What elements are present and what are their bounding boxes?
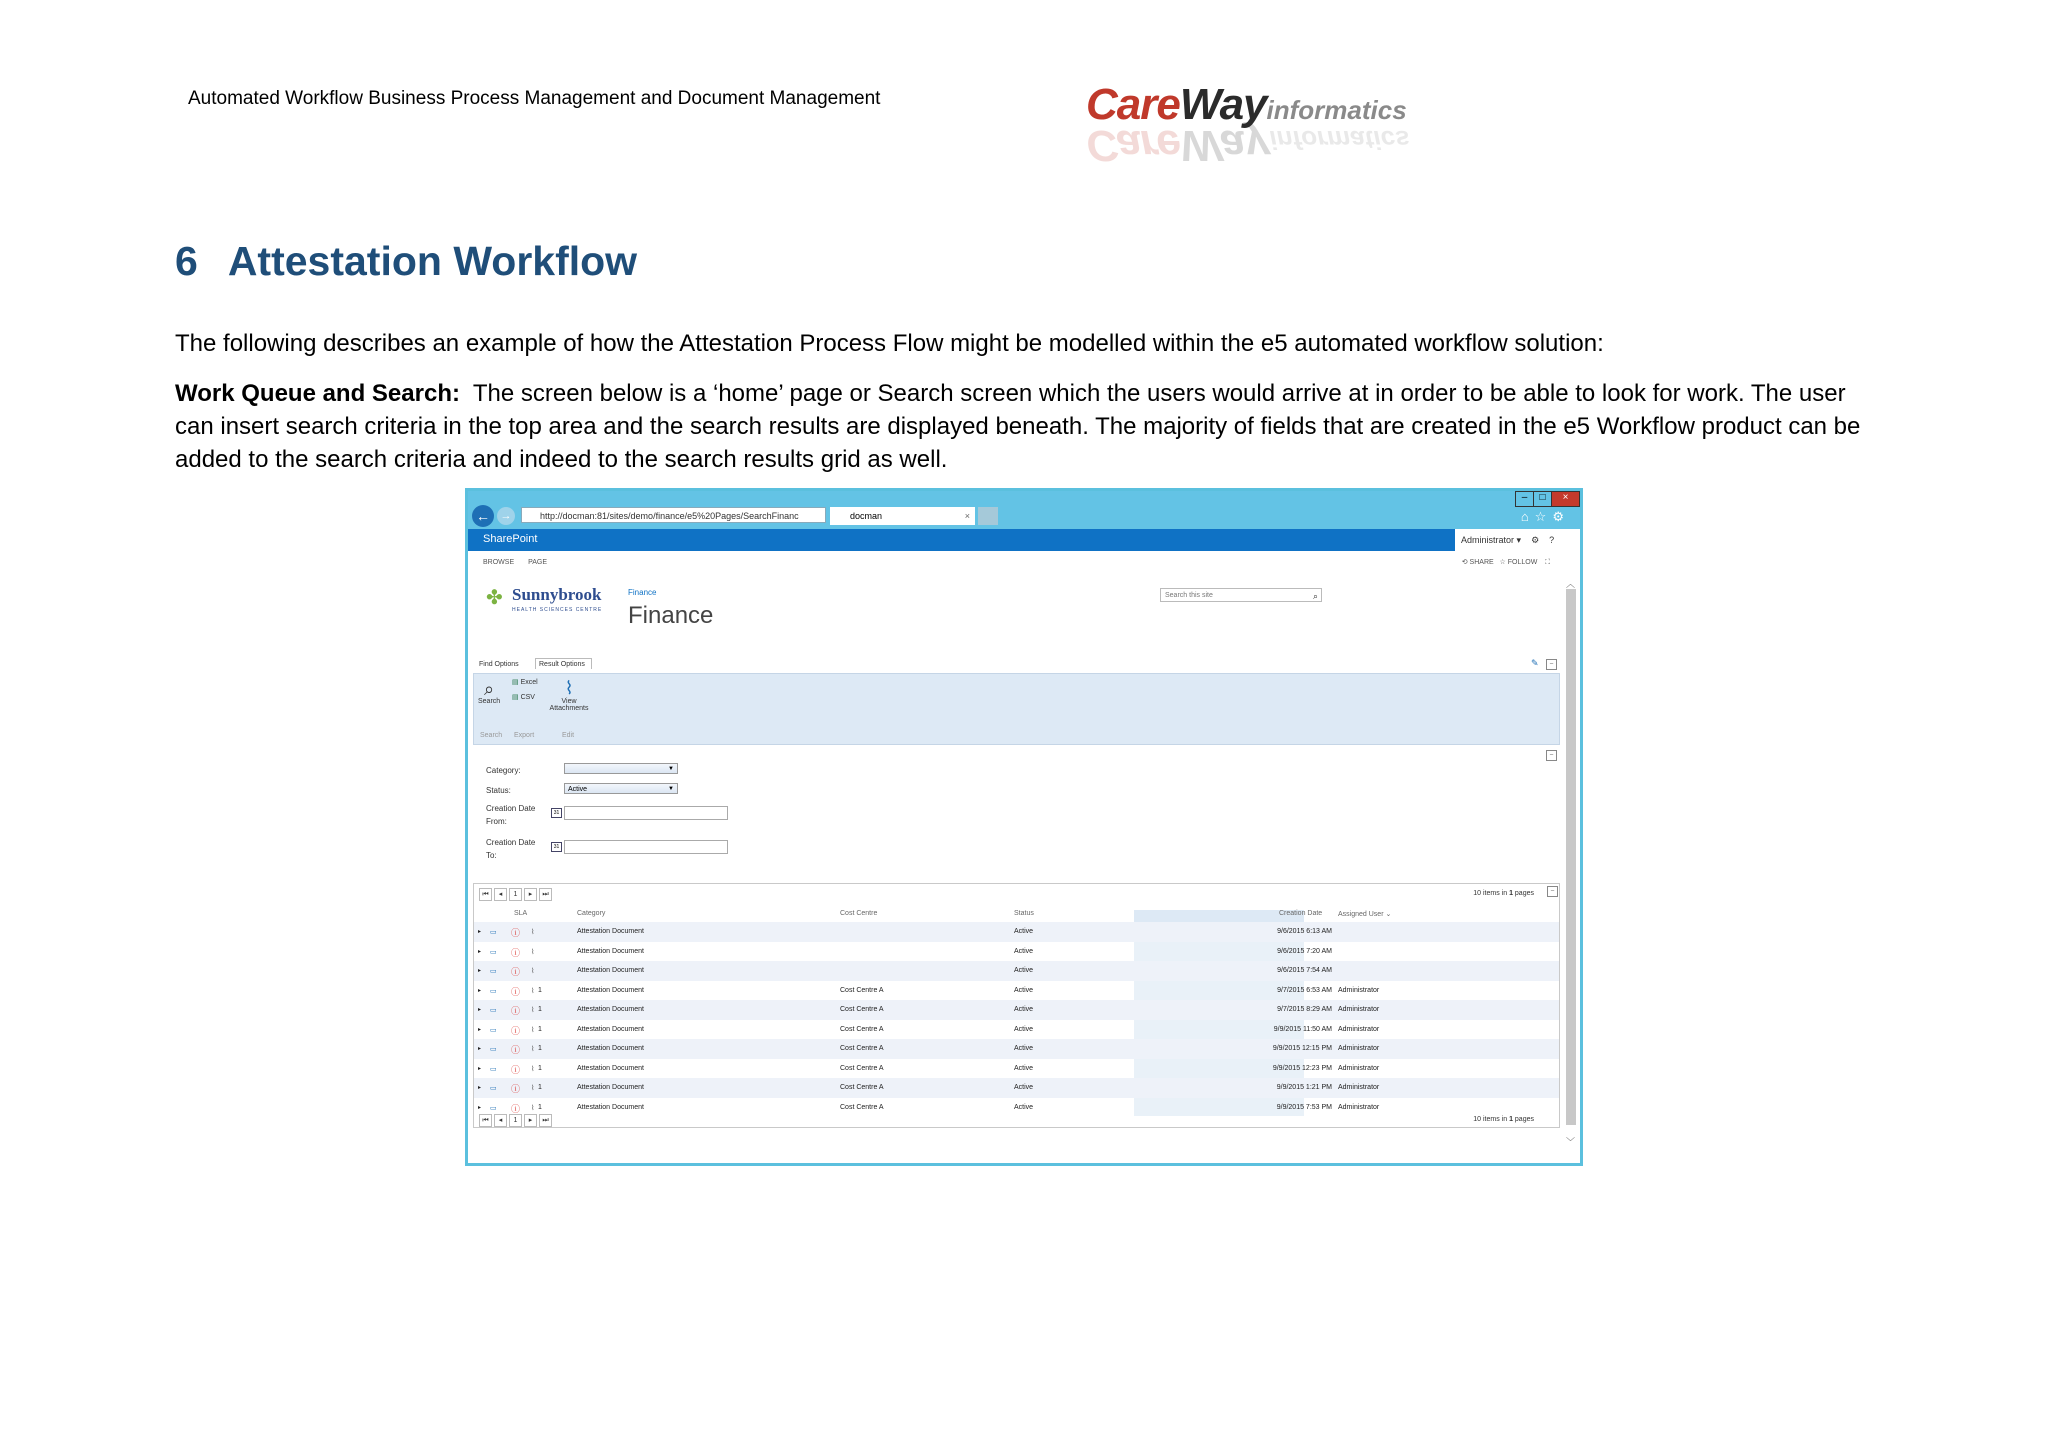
status-cell: Active [1014,1006,1034,1013]
cost-centre-cell: Cost Centre A [840,1084,884,1091]
settings-icon[interactable]: ⚙ [1531,535,1540,545]
calendar-icon[interactable]: 31 [551,842,562,852]
table-row[interactable] [474,1078,1559,1098]
sla-alert-icon: ⓘ [511,1025,521,1036]
creation-date-cell: 9/6/2015 7:54 AM [1277,967,1332,974]
assigned-user-cell: Administrator [1338,1103,1380,1111]
status-cell: Active [1014,1064,1034,1072]
prev-page-icon[interactable]: ◂ [494,1114,507,1127]
expand-row-icon[interactable]: ▸ [478,1007,482,1013]
category-cell: Attestation Document [577,928,644,935]
document-icon[interactable]: ▭ [490,1007,497,1014]
work-queue-paragraph: Work Queue and Search: The screen below is a ‘home’ page or Search screen which the users would arrive at in order to be able to look for work. The user can insert search criteria in the top area and the search results are displayed beneath. The majority of fields that are created in the e5 Workflow product can be added to the search criteria and indeed to the search results grid as well. [175,380,1861,473]
form-collapse-icon[interactable]: – [1546,750,1557,761]
table-row[interactable] [474,942,1559,962]
scrollbar[interactable] [1566,589,1576,1125]
excel-button[interactable]: ▤ Excel [512,679,538,686]
share-button[interactable]: ⟲ SHARE [1461,559,1494,566]
section-heading: 6 Attestation Workflow [175,238,638,284]
creation-date-cell: 9/7/2015 8:29 AM [1277,1006,1332,1013]
close-button[interactable]: × [1551,491,1580,507]
assigned-user-cell: Administrator [1338,1025,1380,1033]
category-select[interactable] [564,763,678,774]
paperclip-icon[interactable]: ⌇ [531,987,535,995]
category-cell: Attestation Document [577,1006,644,1013]
document-icon[interactable]: ▭ [490,1026,497,1034]
new-tab-button[interactable] [978,507,998,525]
paperclip-icon[interactable]: ⌇ [531,929,535,936]
table-row[interactable] [474,1020,1559,1040]
paperclip-icon[interactable]: ⌇ [531,1085,535,1092]
assigned-user-cell: Administrator [1338,1064,1380,1072]
csv-icon: ▤ [512,694,519,701]
careway-logo: CareWayinformatics CareWayinformatics [1086,80,1410,170]
paperclip-icon[interactable]: ⌇ [531,1007,535,1014]
sharepoint-screenshot [465,488,1583,1166]
document-icon[interactable]: ▭ [490,929,497,936]
csv-button[interactable]: ▤ CSV [512,694,535,701]
view-attachments-button[interactable]: ⌇ View Attachments [546,678,592,712]
expand-row-icon[interactable]: ▸ [478,1046,482,1052]
breadcrumb[interactable]: Finance [628,588,657,597]
status-cell: Active [1014,1025,1034,1033]
sla-alert-icon: ⓘ [511,1045,521,1055]
creation-date-cell: 9/9/2015 12:15 PM [1272,1045,1332,1052]
document-icon[interactable]: ▭ [490,1046,497,1053]
table-row[interactable] [474,1039,1559,1059]
document-icon[interactable]: ▭ [490,1104,497,1112]
last-page-icon[interactable]: ⏭ [539,1114,552,1127]
search-button[interactable]: ⌕ Search [478,679,501,705]
col-status[interactable]: Status [1014,910,1034,917]
status-cell: Active [1014,947,1034,955]
group-label-export: Export [514,732,535,739]
cost-centre-cell: Cost Centre A [840,1064,884,1072]
creation-date-cell: 9/6/2015 7:20 AM [1277,947,1332,955]
col-sla[interactable]: SLA [514,910,528,917]
attachment-count: 1 [538,1064,542,1072]
group-label-edit: Edit [562,732,575,739]
scroll-down-icon[interactable]: ﹀ [1566,1137,1576,1147]
document-icon[interactable]: ▭ [490,1065,497,1073]
category-cell: Attestation Document [577,1103,644,1111]
expand-row-icon[interactable]: ▸ [478,1026,482,1033]
status-cell: Active [1014,967,1034,974]
tab-browse[interactable]: BROWSE [483,559,515,566]
chevron-down-icon: ▼ [668,786,674,792]
search-site-input[interactable]: Search this site ⌕ [1160,588,1322,602]
paperclip-icon: ⌇ [564,678,574,698]
sla-alert-icon: ⓘ [511,1006,521,1016]
site-title: Finance [628,602,714,629]
document-icon[interactable]: ▭ [490,987,497,995]
category-cell: Attestation Document [577,1084,644,1091]
sla-alert-icon: ⓘ [511,947,521,958]
browser-chrome [468,491,1580,529]
page-number[interactable]: 1 [509,888,522,901]
document-icon[interactable]: ▭ [490,948,497,956]
status-cell: Active [1014,928,1034,935]
category-cell: Attestation Document [577,1064,644,1072]
creation-date-cell: 9/6/2015 6:13 AM [1277,928,1332,935]
focus-icon[interactable]: ⛶ [1545,559,1550,566]
chevron-down-icon: ▼ [668,766,674,772]
creation-date-cell: 9/7/2015 6:53 AM [1277,986,1332,994]
table-row[interactable] [474,1098,1559,1118]
assigned-user-cell: Administrator [1338,1045,1380,1052]
document-icon[interactable]: ▭ [490,1085,497,1092]
col-category[interactable]: Category [577,910,606,917]
expand-row-icon[interactable]: ▸ [478,948,482,955]
option-tabs [473,658,1560,673]
category-label: Category: [486,766,521,775]
pager-bottom[interactable] [479,1114,554,1127]
table-row[interactable] [474,1059,1559,1079]
back-icon[interactable]: ← [472,505,494,527]
attachment-count: 1 [538,1103,542,1111]
cost-centre-cell: Cost Centre A [840,986,884,994]
scroll-up-icon[interactable]: ︿ [1566,579,1576,589]
user-menu[interactable]: Administrator ▾ [1461,535,1522,545]
creation-date-cell: 9/9/2015 11:50 AM [1273,1025,1332,1033]
creation-date-from-label: Creation Date From: [486,804,536,826]
expand-row-icon[interactable]: ▸ [478,987,482,994]
sla-alert-icon: ⓘ [511,986,521,997]
item-count: 10 items in 1 pages [1473,890,1534,897]
document-icon[interactable]: ▭ [490,968,497,975]
status-label: Status: [486,786,511,795]
first-page-icon[interactable]: ⏮ [479,1114,492,1127]
result-options-ribbon [473,673,1560,745]
sunnybrook-logo[interactable]: ✤ Sunnybrook HEALTH SCIENCES CENTRE [486,585,603,613]
cost-centre-cell: Cost Centre A [840,1025,884,1033]
expand-row-icon[interactable]: ▸ [478,968,482,974]
running-header: Automated Workflow Business Process Management and Document Management [188,88,881,109]
col-creation-date[interactable]: Creation Date [1279,910,1323,917]
share-follow [1462,558,1550,567]
status-cell: Active [1014,986,1034,994]
creation-date-to-label: Creation Date To: [486,838,536,860]
table-row[interactable] [474,981,1559,1001]
pager-top[interactable] [479,888,554,901]
paperclip-icon[interactable]: ⌇ [531,1065,535,1073]
cost-centre-cell: Cost Centre A [840,1103,884,1111]
attachment-count: 1 [538,1084,542,1091]
attachment-count: 1 [538,1045,542,1052]
leaf-icon: ✤ [486,587,503,609]
creation-date-from-input[interactable] [564,806,728,820]
expand-row-icon[interactable]: ▸ [478,1085,482,1091]
minimize-button[interactable]: – [1515,491,1534,507]
creation-date-cell: 9/9/2015 12:23 PM [1272,1064,1332,1072]
expand-row-icon[interactable]: ▸ [478,929,482,935]
sla-alert-icon: ⓘ [511,928,521,938]
excel-icon: ▤ [512,679,519,686]
assigned-user-cell: Administrator [1338,986,1380,994]
category-cell: Attestation Document [577,947,644,955]
first-page-icon[interactable]: ⏮ [479,888,492,901]
status-cell: Active [1014,1045,1034,1052]
paperclip-icon[interactable]: ⌇ [531,1104,535,1112]
group-label-search: Search [480,732,503,739]
browser-tab[interactable]: docman × [830,507,975,525]
item-count: 10 items in 1 pages [1473,1116,1534,1123]
page-number[interactable]: 1 [509,1114,522,1127]
follow-button[interactable]: ☆ FOLLOW [1499,559,1538,566]
assigned-user-cell: Administrator [1338,1084,1380,1091]
ribbon-tabs [483,559,547,566]
tab-page[interactable]: PAGE [528,559,548,566]
status-cell: Active [1014,1084,1034,1091]
expand-row-icon[interactable]: ▸ [478,1065,482,1072]
last-page-icon[interactable]: ⏭ [539,888,552,901]
next-page-icon[interactable]: ▸ [524,1114,537,1127]
sla-alert-icon: ⓘ [511,1103,521,1114]
calendar-icon[interactable]: 31 [551,808,562,818]
tab-find-options[interactable]: Find Options [479,661,519,668]
status-select[interactable]: Active ▼ [564,783,678,794]
search-icon[interactable]: ⌕ [1312,591,1318,601]
assigned-user-cell: Administrator [1338,1006,1380,1013]
sharepoint-suite-bar [468,529,1580,551]
help-icon[interactable]: ? [1549,535,1555,545]
pin-icon[interactable]: ✎ [1531,658,1539,668]
results-grid [473,883,1560,1128]
cost-centre-cell: Cost Centre A [840,1006,884,1013]
status-cell: Active [1014,1103,1034,1111]
forward-icon[interactable]: → [497,507,515,525]
collapse-icon[interactable]: – [1546,659,1557,670]
category-cell: Attestation Document [577,1045,644,1052]
cost-centre-cell: Cost Centre A [840,1045,884,1052]
browser-toolbar-icons[interactable]: ⌂☆⚙ [1520,509,1570,524]
maximize-button[interactable]: □ [1533,491,1552,507]
grid-header [474,910,1559,922]
next-page-icon[interactable]: ▸ [524,888,537,901]
paperclip-icon[interactable]: ⌇ [531,1026,535,1034]
sla-alert-icon: ⓘ [511,967,521,977]
address-bar[interactable]: http://docman:81/sites/demo/finance/e5%20Pages/SearchFinanc [521,507,826,523]
col-cost-centre[interactable]: Cost Centre [840,910,878,917]
table-row[interactable] [474,922,1559,942]
table-row[interactable] [474,961,1559,981]
col-assigned-user[interactable]: Assigned User ⌄ [1338,911,1392,918]
grid-collapse-icon[interactable]: – [1547,886,1558,897]
intro-paragraph: The following describes an example of how the Attestation Process Flow might be modelled within the e5 automated workflow solution: [175,330,1604,357]
sharepoint-brand[interactable]: SharePoint [483,533,538,545]
sla-alert-icon: ⓘ [511,1064,521,1075]
attachment-count: 1 [538,1025,542,1033]
category-cell: Attestation Document [577,1025,644,1033]
expand-row-icon[interactable]: ▸ [478,1104,482,1111]
category-cell: Attestation Document [577,986,644,994]
creation-date-cell: 9/9/2015 1:21 PM [1276,1084,1332,1091]
creation-date-cell: 9/9/2015 7:53 PM [1276,1103,1332,1111]
table-row[interactable] [474,1000,1559,1020]
attachment-count: 1 [538,1006,542,1013]
paperclip-icon[interactable]: ⌇ [531,968,535,975]
category-cell: Attestation Document [577,967,644,974]
paperclip-icon[interactable]: ⌇ [531,1046,535,1053]
magnifier-icon: ⌕ [483,679,495,699]
tab-result-options[interactable]: Result Options [535,658,592,669]
prev-page-icon[interactable]: ◂ [494,888,507,901]
attachment-count: 1 [538,986,542,994]
sla-alert-icon: ⓘ [511,1084,521,1094]
paperclip-icon[interactable]: ⌇ [531,948,535,956]
creation-date-to-input[interactable] [564,840,728,854]
